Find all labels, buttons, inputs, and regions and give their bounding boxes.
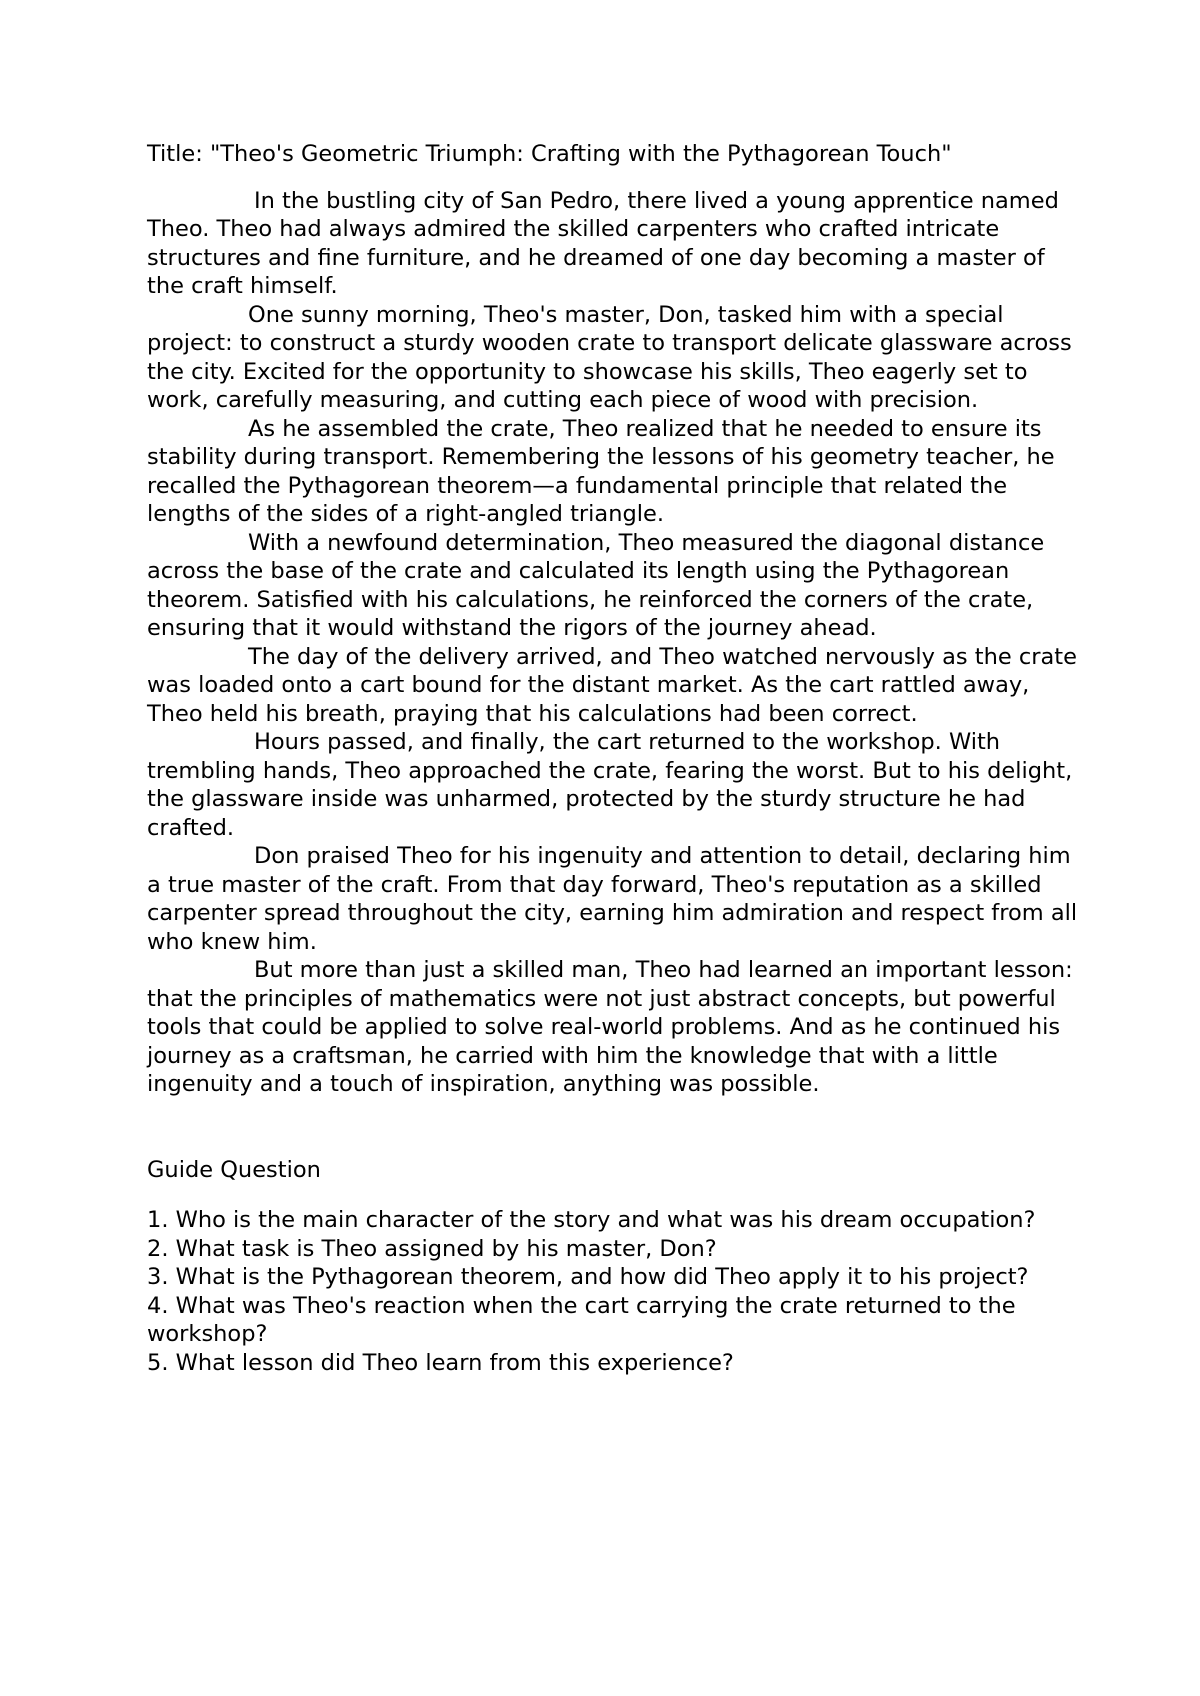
story-paragraph: Don praised Theo for his ingenuity and attention to detail, declaring him a true master of the craft. From that day forward, Theo's reputation as a skilled carpenter spread throughout the city, earning him admiration and respect from all who knew him.	[147, 843, 1078, 955]
guide-question-item: 1. Who is the main character of the story and what was his dream occupation?	[147, 1207, 1036, 1233]
guide-question-heading: Guide Question	[147, 1156, 321, 1183]
document-page	[147, 140, 1087, 1377]
story-paragraph: With a newfound determination, Theo measured the diagonal distance across the base of the crate and calculated its length using the Pythagorean theorem. Satisfied with his calculations, he reinforced the corners of the crate, ensuring that it would withstand the rigors of the journey ahead.	[147, 529, 1045, 641]
guide-question-item: 3. What is the Pythagorean theorem, and how did Theo apply it to his project?	[147, 1264, 1029, 1290]
guide-question-item: 2. What task is Theo assigned by his master, Don?	[147, 1235, 717, 1262]
guide-question-list	[147, 1206, 1087, 1377]
story-paragraph: The day of the delivery arrived, and Theo watched nervously as the crate was loaded onto a cart bound for the distant market. As the cart rattled away, Theo held his breath, praying that his calculations had been correct.	[147, 643, 1077, 727]
story-paragraph: In the bustling city of San Pedro, there lived a young apprentice named Theo. Theo had always admired the skilled carpenters who crafted intricate structures and fine furniture, and he dreamed of one day becoming a master of the craft himself.	[147, 187, 1059, 299]
guide-question-item: 4. What was Theo's reaction when the cart carrying the crate returned to the workshop?	[147, 1292, 1016, 1347]
story-paragraph: But more than just a skilled man, Theo had learned an important lesson: that the principles of mathematics were not just abstract concepts, but powerful tools that could be applied to solve real-world problems. And as he continued his journey as a craftsman, he carried with him the knowledge that with a little ingenuity and a touch of inspiration, anything was possible.	[147, 957, 1073, 1097]
story-paragraph: As he assembled the crate, Theo realized that he needed to ensure its stability during transport. Remembering the lessons of his geometry teacher, he recalled the Pythagorean theorem—a fundamental principle that related the lengths of the sides of a right-angled triangle.	[147, 415, 1055, 527]
guide-question-item: 5. What lesson did Theo learn from this experience?	[147, 1349, 734, 1376]
story-body	[147, 187, 1087, 1099]
document-title: Title: "Theo's Geometric Triumph: Crafting with the Pythagorean Touch"	[147, 141, 952, 167]
story-paragraph: One sunny morning, Theo's master, Don, tasked him with a special project: to construct a sturdy wooden crate to transport delicate glassware across the city. Excited for the opportunity to showcase his skills, Theo eagerly set to work, carefully measuring, and cutting each piece of wood with precision.	[147, 301, 1072, 413]
story-paragraph: Hours passed, and finally, the cart returned to the workshop. With trembling hands, Theo approached the crate, fearing the worst. But to his delight, the glassware inside was unharmed, protected by the sturdy structure he had crafted.	[147, 729, 1073, 841]
